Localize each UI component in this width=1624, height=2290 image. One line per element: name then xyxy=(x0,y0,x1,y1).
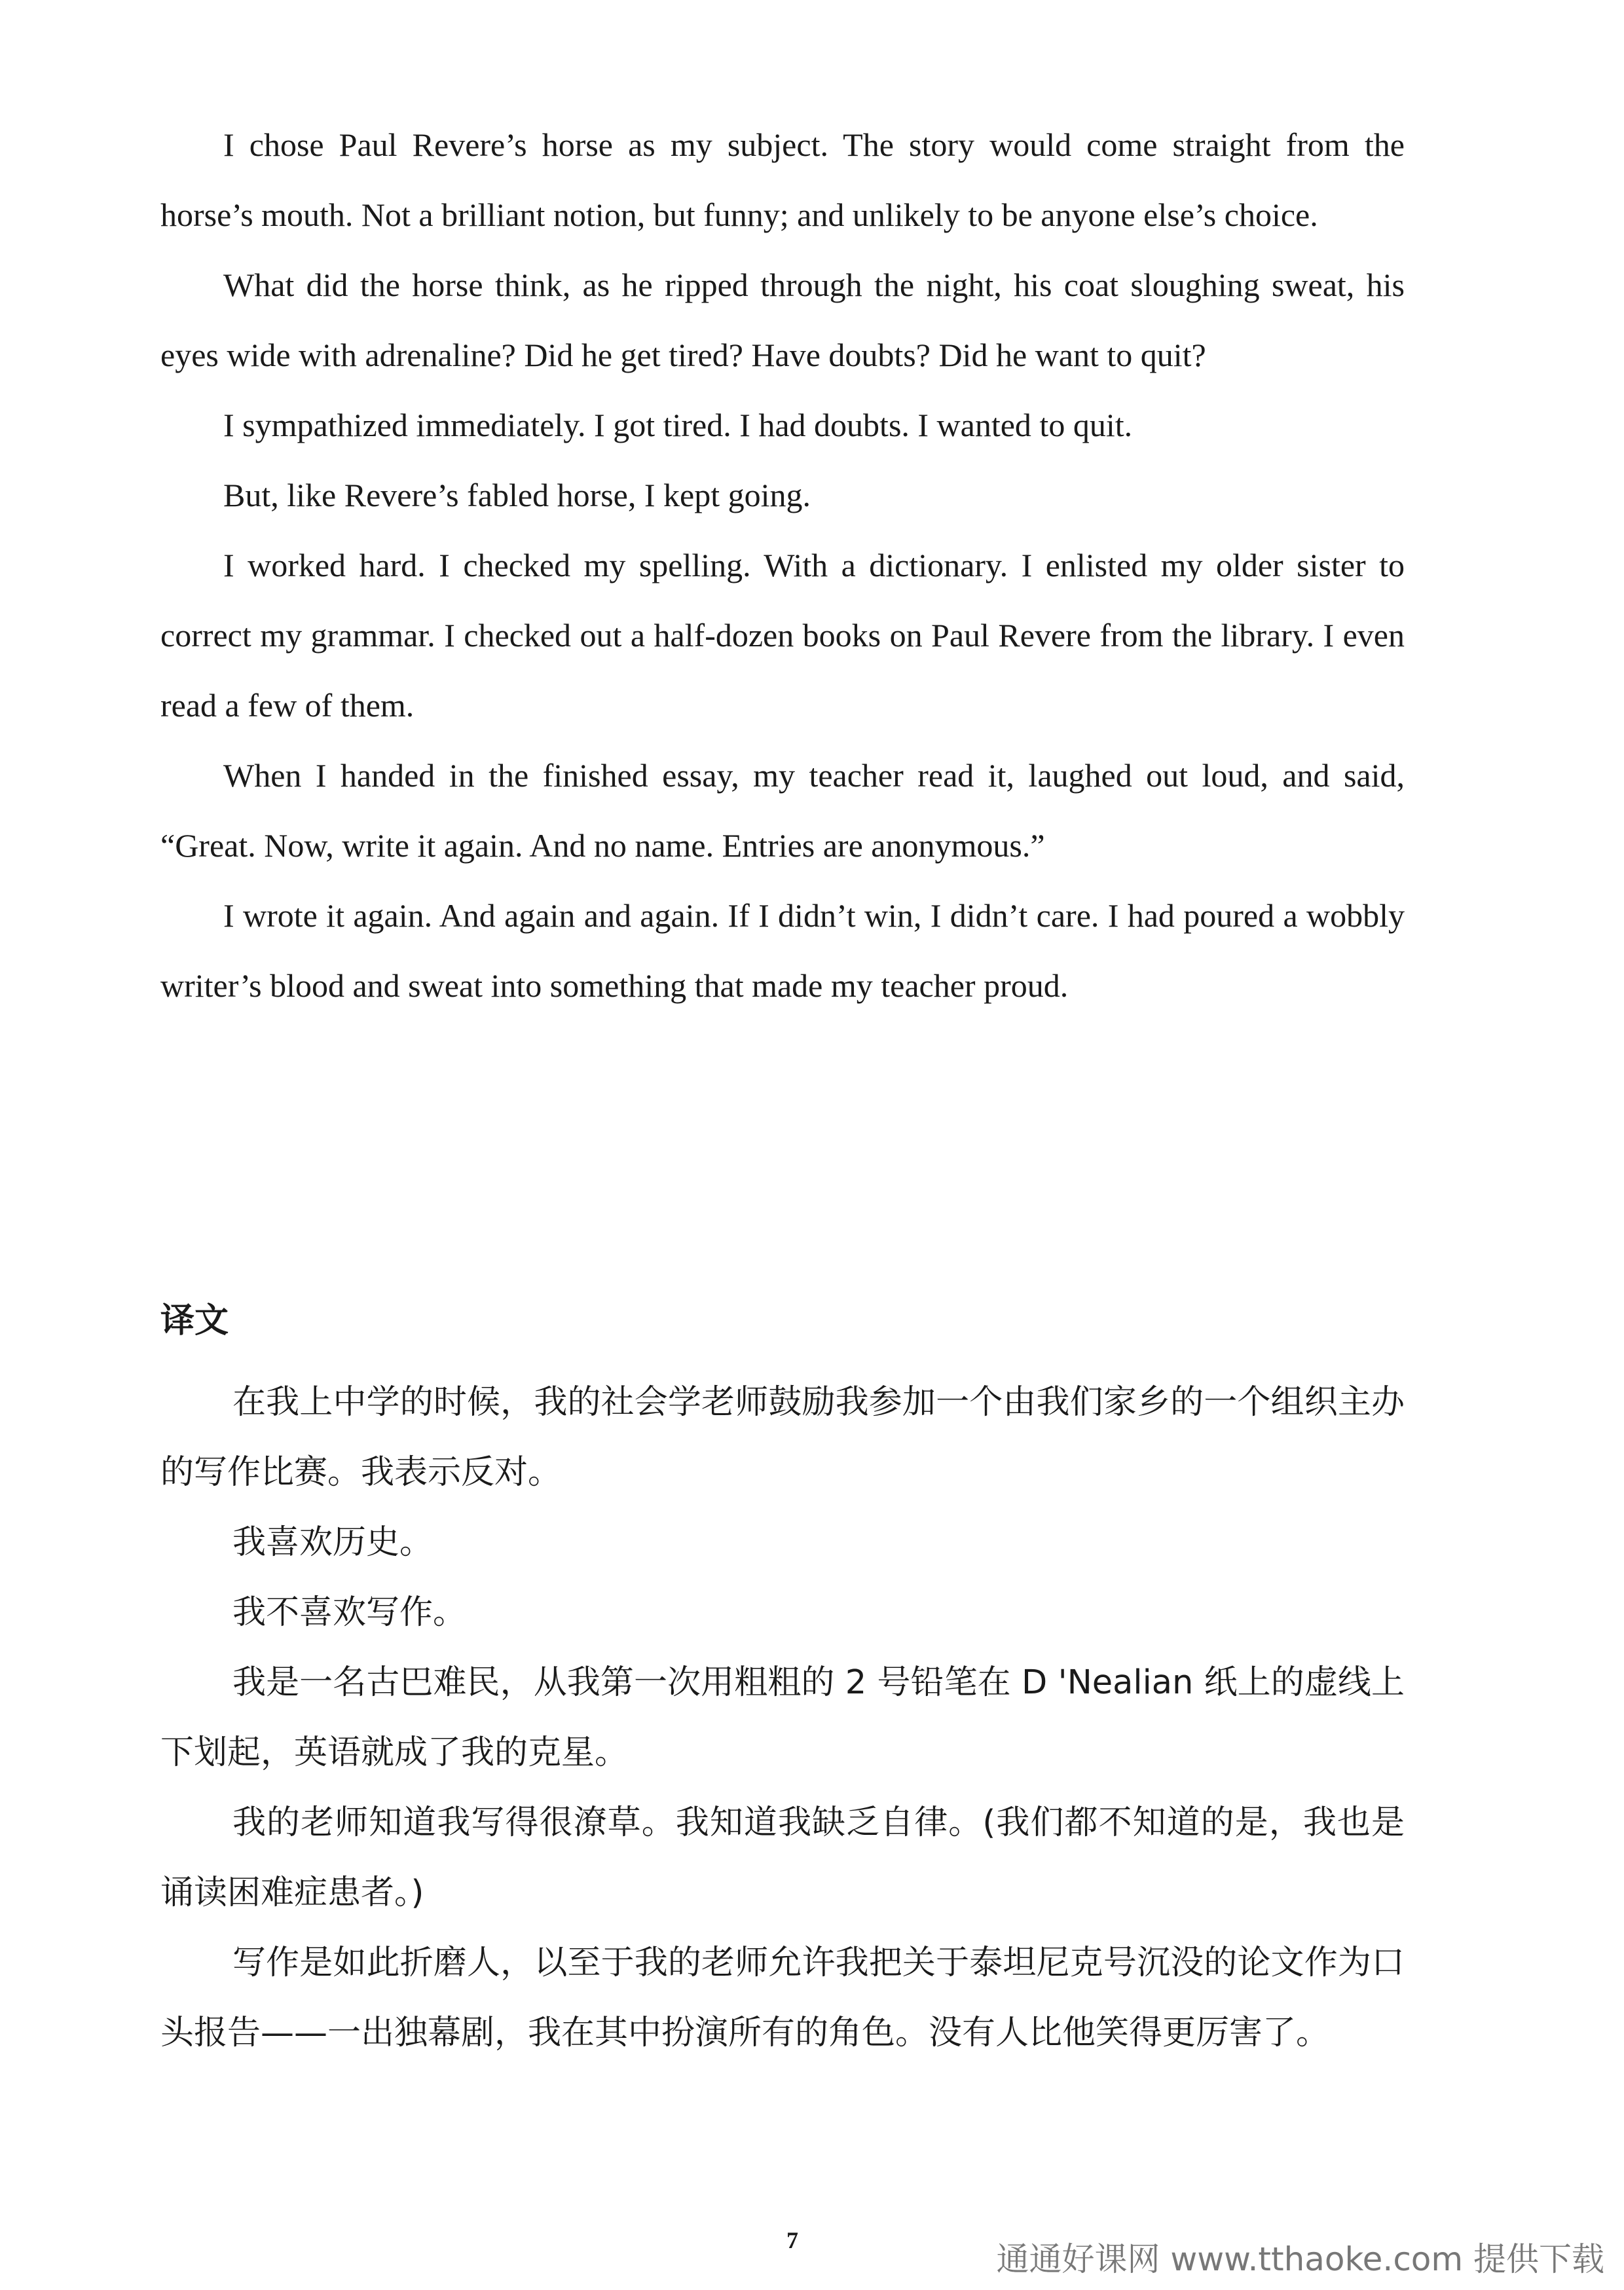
chinese-paragraph: 在我上中学的时候，我的社会学老师鼓励我参加一个由我们家乡的一个组织主办的写作比赛。我表示反对。 xyxy=(160,1383,1405,1492)
english-text-block xyxy=(160,110,1405,1021)
english-paragraph: I worked hard. I checked my spelling. With a dictionary. I enlisted my older sister to correct my grammar. I checked out a half-dozen books on Paul Revere from the library. I even read a few of them. xyxy=(160,547,1405,724)
english-paragraph: But, like Revere’s fabled horse, I kept going. xyxy=(223,477,811,513)
english-paragraph: What did the horse think, as he ripped through the night, his coat sloughing sweat, his eyes wide with adrenaline? Did he get tired? Have doubts? Did he want to quit? xyxy=(160,267,1405,373)
chinese-paragraph: 写作是如此折磨人，以至于我的老师允许我把关于泰坦尼克号沉没的论文作为口头报告——一出独幕剧，我在其中扮演所有的角色。没有人比他笑得更厉害了。 xyxy=(160,1944,1405,2052)
chinese-text-block xyxy=(160,1367,1405,2068)
english-paragraph: I chose Paul Revere’s horse as my subject. The story would come straight from the horse’s mouth. Not a brilliant notion, but funny; and unlikely to be anyone else’s choice. xyxy=(160,126,1405,233)
page-number: 7 xyxy=(786,2227,798,2253)
chinese-paragraph: 我的老师知道我写得很潦草。我知道我缺乏自律。(我们都不知道的是，我也是诵读困难症患者。) xyxy=(160,1803,1405,1912)
english-paragraph: When I handed in the finished essay, my teacher read it, laughed out loud, and said, “Great. Now, write it again. And no name. Entries are anonymous.” xyxy=(160,757,1405,864)
chinese-paragraph: 我是一名古巴难民，从我第一次用粗粗的 2 号铅笔在 D 'Nealian 纸上的虚线上下划起，英语就成了我的克星。 xyxy=(160,1663,1405,1772)
translation-heading: 译文 xyxy=(160,1301,229,1340)
watermark-text: 通通好课网 www.tthaoke.com 提供下载 xyxy=(996,2240,1604,2278)
english-paragraph: I wrote it again. And again and again. If I didn’t win, I didn’t care. I had poured a wobbly writer’s blood and sweat into something that made my teacher proud. xyxy=(160,897,1405,1004)
english-paragraph: I sympathized immediately. I got tired. I had doubts. I wanted to quit. xyxy=(223,407,1133,443)
chinese-paragraph: 我不喜欢写作。 xyxy=(232,1593,467,1632)
chinese-paragraph: 我喜欢历史。 xyxy=(232,1523,434,1562)
